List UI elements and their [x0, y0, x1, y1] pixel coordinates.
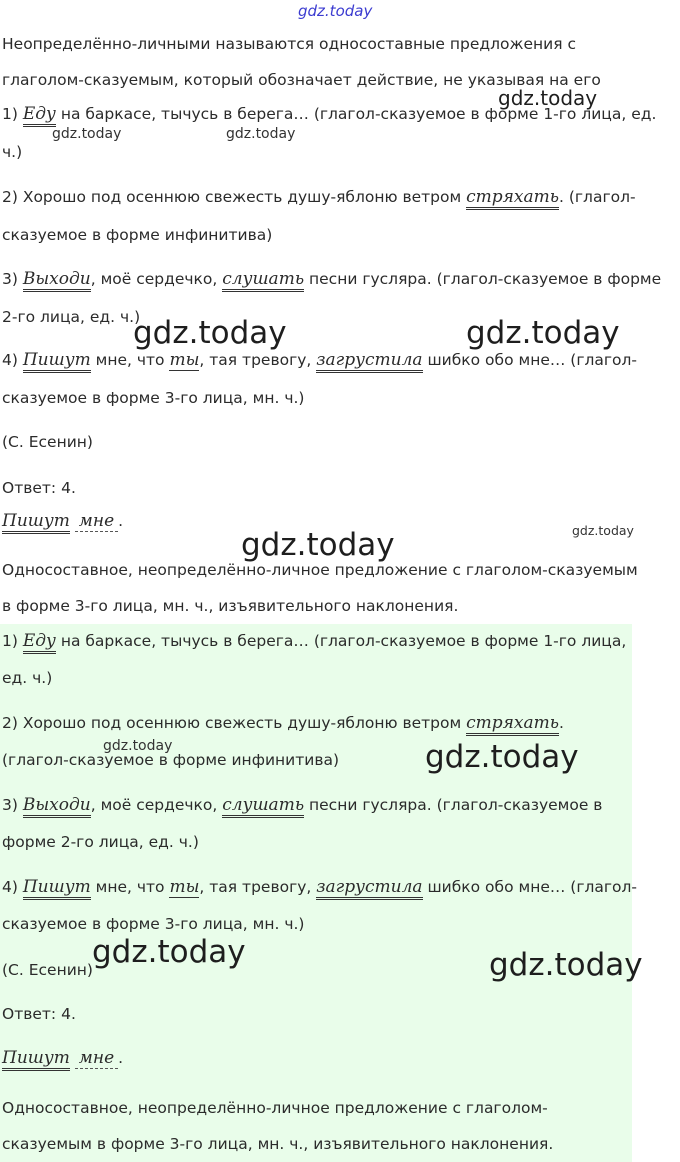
watermark: gdz.today	[226, 126, 296, 142]
sentence-4: 4) Пишут мне, что ты, тая тревогу, загрустила шибко обо мне… (глагол-	[2, 876, 637, 900]
sentence-3: 3) Выходи, моё сердечко, слушать песни гусляра. (глагол-сказуемое в	[2, 794, 602, 818]
watermark: gdz.today	[298, 2, 373, 20]
predicate: Выходи	[23, 795, 91, 818]
predicate: Пишут	[2, 511, 70, 534]
predicate: Еду	[23, 104, 56, 127]
object: мне	[75, 511, 118, 532]
predicate: загрустила	[316, 350, 422, 373]
object: мне	[75, 1048, 118, 1069]
predicate: слушать	[222, 795, 304, 818]
sentence-4: 4) Пишут мне, что ты, тая тревогу, загрустила шибко обо мне… (глагол-	[2, 349, 637, 373]
sentence-2-cont: (глагол-сказуемое в форме инфинитива)	[2, 751, 340, 769]
sentence-parse: Пишут мне .	[2, 1047, 123, 1071]
sentence-4-cont: сказуемое в форме 3-го лица, мн. ч.)	[2, 915, 305, 933]
watermark: gdz.today	[241, 527, 395, 563]
sentence-parse: Пишут мне .	[2, 510, 123, 534]
explanation: сказуемым в форме 3-го лица, мн. ч., изъявительного наклонения.	[2, 1135, 554, 1153]
author: (С. Есенин)	[2, 433, 93, 451]
predicate: загрустила	[316, 877, 422, 900]
watermark: gdz.today	[498, 86, 598, 110]
predicate: Выходи	[23, 269, 91, 292]
answer: Ответ: 4.	[2, 479, 76, 497]
intro-line: Неопределённо-личными называются односоставные предложения с	[2, 35, 576, 53]
predicate: Пишут	[23, 877, 91, 900]
predicate: Пишут	[23, 350, 91, 373]
sentence-3-cont: 2-го лица, ед. ч.)	[2, 308, 141, 326]
sentence-1: 1) Еду на баркасе, тычусь в берега… (глагол-сказуемое в форме 1-го лица, ед.	[2, 103, 656, 127]
watermark: gdz.today	[425, 739, 579, 775]
sentence-1-cont: ч.)	[2, 143, 23, 161]
sentence-2: 2) Хорошо под осеннюю свежесть душу-яблоню ветром стряхать. (глагол-	[2, 186, 636, 210]
explanation: в форме 3-го лица, мн. ч., изъявительного наклонения.	[2, 597, 459, 615]
subject: ты	[169, 877, 200, 897]
predicate: стряхать	[466, 713, 559, 736]
watermark: gdz.today	[92, 934, 246, 970]
subject: ты	[169, 350, 200, 370]
predicate: стряхать	[466, 187, 559, 210]
sentence-2-cont: сказуемое в форме инфинитива)	[2, 226, 273, 244]
predicate: Еду	[23, 631, 56, 654]
predicate: Пишут	[2, 1048, 70, 1071]
sentence-4-cont: сказуемое в форме 3-го лица, мн. ч.)	[2, 389, 305, 407]
answer: Ответ: 4.	[2, 1005, 76, 1023]
explanation: Односоставное, неопределённо-личное предложение с глаголом-	[2, 1099, 548, 1117]
sentence-3-cont: форме 2-го лица, ед. ч.)	[2, 833, 199, 851]
predicate: слушать	[222, 269, 304, 292]
sentence-1-cont: ед. ч.)	[2, 669, 53, 687]
watermark: gdz.today	[133, 315, 287, 351]
sentence-1: 1) Еду на баркасе, тычусь в берега… (глагол-сказуемое в форме 1-го лица,	[2, 630, 626, 654]
intro-line: глаголом-сказуемым, который обозначает действие, не указывая на его	[2, 71, 601, 89]
watermark: gdz.today	[466, 315, 620, 351]
author: (С. Есенин)	[2, 961, 93, 979]
watermark: gdz.today	[489, 947, 643, 983]
sentence-3: 3) Выходи, моё сердечко, слушать песни гусляра. (глагол-сказуемое в форме	[2, 268, 661, 292]
explanation: Односоставное, неопределённо-личное предложение с глаголом-сказуемым	[2, 561, 638, 579]
sentence-2: 2) Хорошо под осеннюю свежесть душу-яблоню ветром стряхать.	[2, 712, 564, 736]
watermark: gdz.today	[572, 523, 634, 538]
watermark: gdz.today	[103, 738, 173, 754]
watermark: gdz.today	[52, 126, 122, 142]
